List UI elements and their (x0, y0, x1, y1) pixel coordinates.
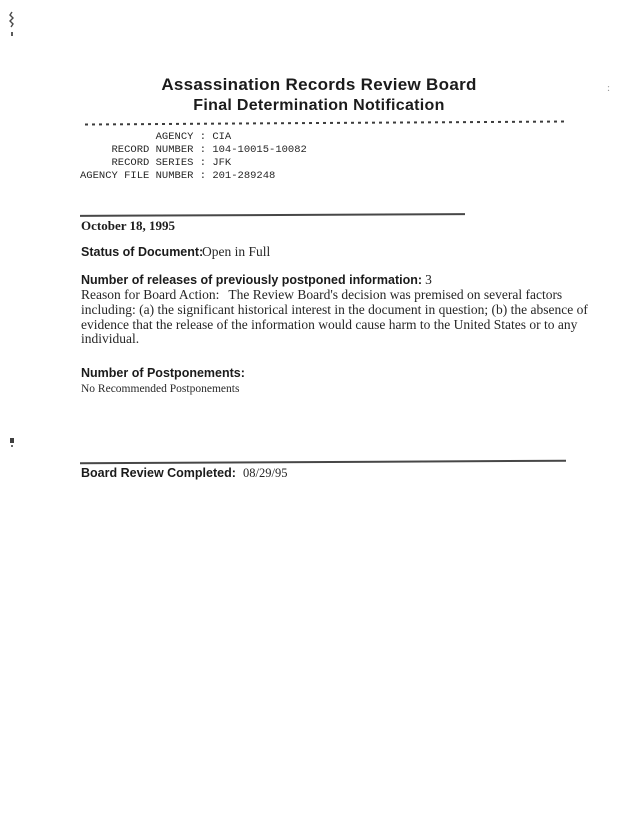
document-title-line1: Assassination Records Review Board (161, 75, 477, 94)
status-value: Open in Full (202, 244, 271, 259)
releases-row (81, 272, 432, 288)
postponements-value: No Recommended Postponements (81, 383, 240, 395)
document-title-line2: Final Determination Notification (193, 97, 445, 114)
status-label: Status of Document: (81, 245, 204, 259)
record-agency-line: AGENCY : CIA (80, 131, 232, 143)
releases-value: 3 (425, 272, 432, 287)
scan-artifact-colon: : (607, 82, 611, 94)
releases-label: Number of releases of previously postponed information: (81, 273, 423, 287)
horizontal-rule-top (80, 213, 465, 217)
status-of-document-row (81, 243, 601, 261)
board-review-value: 08/29/95 (243, 466, 288, 480)
record-number-line: RECORD NUMBER : 104-10015-10082 (80, 144, 307, 156)
record-series-line: RECORD SERIES : JFK (80, 157, 232, 169)
reason-label: Reason for Board Action: (81, 287, 220, 302)
postponements-label: Number of Postponements: (81, 366, 245, 380)
reason-text: The Review Board's decision was premised on several factors including: (a) the significant historical interest in the document in question; (b) the absence of evidence that the release of the information would cause harm to the United States or to any individual. (81, 287, 588, 347)
horizontal-rule-bottom (80, 460, 566, 465)
record-id-block (80, 131, 307, 183)
scan-artifact-squiggle (7, 10, 17, 43)
reason-for-board-action (81, 288, 589, 347)
scan-artifact-speck (8, 436, 16, 454)
board-review-label: Board Review Completed: (81, 466, 236, 480)
dashed-separator (85, 121, 565, 126)
agency-file-number-line: AGENCY FILE NUMBER : 201-289248 (80, 170, 276, 182)
document-date: October 18, 1995 (81, 218, 175, 233)
board-review-row (81, 466, 287, 481)
